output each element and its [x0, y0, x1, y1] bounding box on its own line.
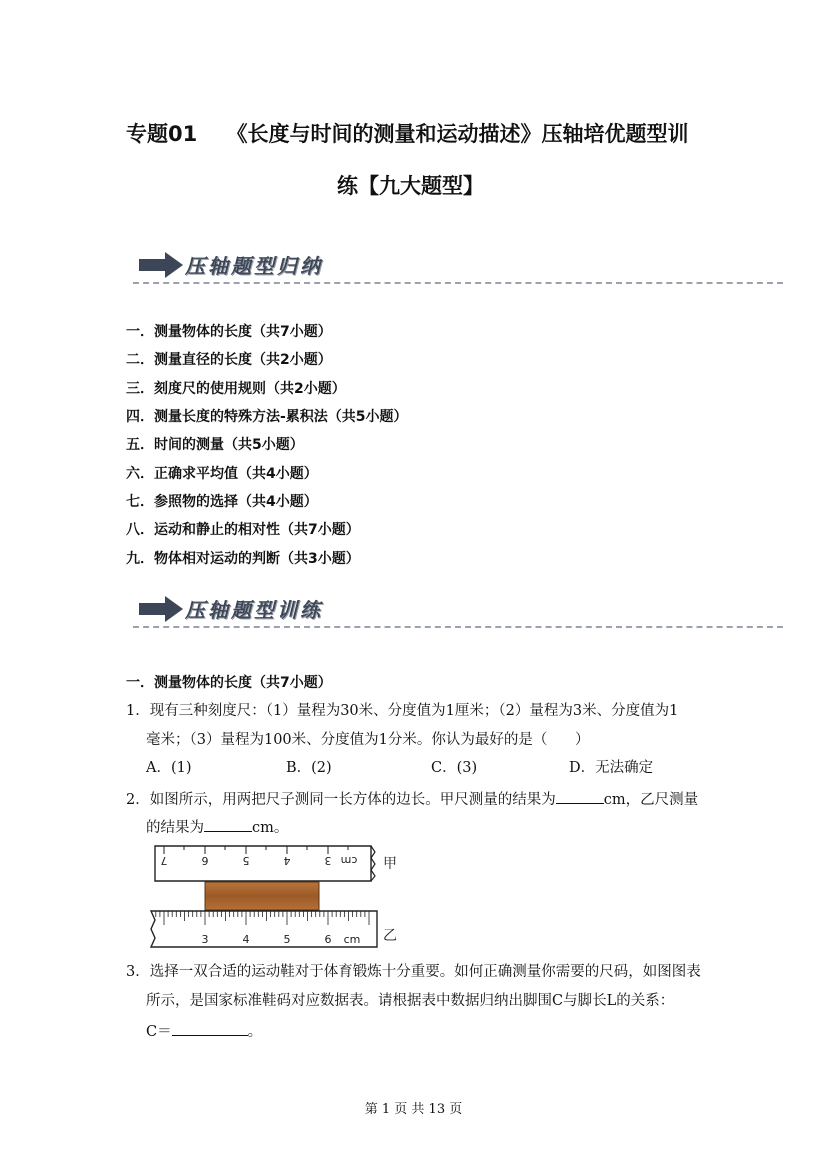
toc-item: 九．物体相对运动的判断（共3小题） — [126, 551, 360, 567]
question-3-line-3 — [146, 1020, 262, 1041]
answer-blank — [172, 1020, 248, 1036]
answer-blank — [204, 816, 252, 832]
toc-item: 八．运动和静止的相对性（共7小题） — [126, 522, 360, 538]
ruler-bottom — [151, 911, 397, 947]
ruler-bottom-unit: cm — [343, 933, 361, 946]
option-d: D．无法确定 — [569, 760, 654, 776]
ruler-bottom-label: 乙 — [383, 928, 397, 944]
toc-item: 五．时间的测量（共5小题） — [126, 437, 304, 453]
toc-item: 四．测量长度的特殊方法-累积法（共5小题） — [126, 409, 408, 425]
question-3-line-2: 所示，是国家标准鞋码对应数据表。请根据表中数据归纳出脚围C与脚长L的关系： — [146, 993, 675, 1009]
page-footer: 第 1 页 共 13 页 — [364, 1102, 463, 1117]
ruler-bottom-tick-label: 6 — [324, 933, 332, 946]
summary-banner-text: 压轴题型归纳 — [185, 254, 323, 278]
answer-blank — [556, 788, 604, 804]
summary-banner — [133, 250, 783, 284]
divider — [133, 626, 783, 628]
ruler-top-tick-label: 6 — [201, 854, 209, 867]
q2-text-b: cm，乙尺测量 — [603, 792, 699, 808]
ruler-bottom-tick-label: 5 — [283, 933, 291, 946]
q2-text-a: 2．如图所示，用两把尺子测同一长方体的边长。甲尺测量的结果为 — [126, 792, 556, 808]
arrow-icon — [139, 596, 185, 622]
toc-item: 一．测量物体的长度（共7小题） — [126, 324, 332, 340]
wooden-block — [205, 882, 319, 910]
training-banner-text: 压轴题型训练 — [185, 598, 323, 622]
ruler-top-tick-label: 7 — [160, 854, 168, 867]
question-1-line-1: 1．现有三种刻度尺：（1）量程为30米、分度值为1厘米；（2）量程为3米、分度值为1 — [126, 703, 679, 719]
ruler-top-tick-label: 3 — [324, 854, 332, 867]
q2-text-c: 的结果为 — [146, 820, 204, 836]
ruler-top-tick-label: 5 — [242, 854, 250, 867]
q3-text-b: 。 — [247, 1024, 263, 1040]
toc-item: 三．刻度尺的使用规则（共2小题） — [126, 381, 346, 397]
page-title-line-1: 专题01 《长度与时间的测量和运动描述》压轴培优题型训 — [126, 122, 689, 146]
ruler-top-tick-label: 4 — [283, 854, 291, 867]
q3-text-a: C＝ — [146, 1024, 172, 1040]
question-3-line-1: 3．选择一双合适的运动鞋对于体育锻炼十分重要。如何正确测量你需要的尺码，如图图表 — [126, 964, 701, 980]
ruler-top — [155, 846, 397, 881]
question-1-line-2: 毫米；（3）量程为100米、分度值为1分米。你认为最好的是（ ） — [146, 732, 590, 748]
toc-item: 二．测量直径的长度（共2小题） — [126, 352, 332, 368]
q2-text-d: cm。 — [252, 820, 289, 836]
question-2-line-2 — [146, 816, 288, 837]
rulers-figure — [145, 840, 405, 952]
ruler-top-label: 甲 — [383, 856, 397, 872]
option-b: B．(2) — [286, 760, 332, 776]
divider — [133, 282, 783, 284]
ruler-top-unit: cm — [340, 854, 358, 867]
question-2-line-1 — [126, 788, 698, 809]
toc-item: 七．参照物的选择（共4小题） — [126, 494, 318, 510]
arrow-icon — [139, 252, 185, 278]
ruler-bottom-tick-label: 3 — [201, 933, 209, 946]
ruler-bottom-tick-label: 4 — [242, 933, 250, 946]
page-title-line-2: 练【九大题型】 — [337, 174, 484, 198]
option-a: A．(1) — [146, 760, 192, 776]
option-c: C．(3) — [431, 760, 478, 776]
toc-item: 六．正确求平均值（共4小题） — [126, 466, 318, 482]
section-heading: 一．测量物体的长度（共7小题） — [126, 675, 332, 691]
training-banner — [133, 594, 783, 628]
